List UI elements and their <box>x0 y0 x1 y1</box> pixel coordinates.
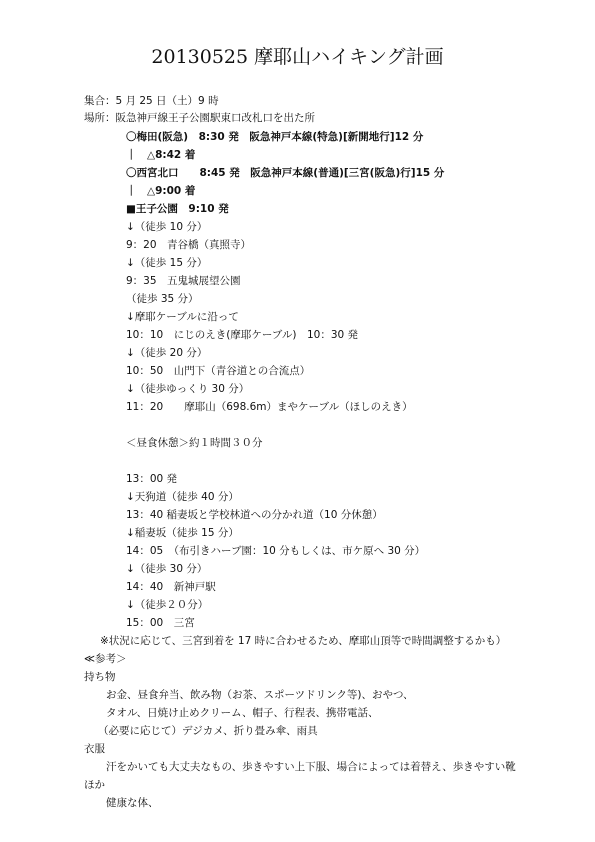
clothing-item: ほか <box>84 779 105 791</box>
route-step: 15：00 三宮 <box>126 617 195 629</box>
route-step: ↓（徒歩２０分） <box>126 599 209 611</box>
belongings-item: お金、昼食弁当、飲み物（お茶、スポーツドリンク等)、おやつ、 <box>106 689 414 701</box>
belongings-item: タオル、日焼け止めクリーム、帽子、行程表、携帯電話、 <box>106 707 379 719</box>
route-step: ↓（徒歩 30 分） <box>126 563 208 575</box>
route-step: 14：05 （布引きハーブ園：10 分もしくは、市ケ原へ 30 分） <box>126 545 426 557</box>
route-step: 〇梅田(阪急) 8:30 発 阪急神戸本線(特急)[新開地行]12 分 <box>126 131 424 143</box>
health-item: 健康な体、 <box>106 797 159 809</box>
meeting-place: 場所：阪急神戸線王子公園駅東口改札口を出た所 <box>84 112 315 124</box>
meeting-time: 集合：5 月 25 日（土）9 時 <box>84 95 219 107</box>
route-step: ↓摩耶ケーブルに沿って <box>126 311 239 323</box>
route-step: ↓（徒歩ゆっくり 30 分） <box>126 383 250 395</box>
route-step: ↓稲妻坂（徒歩 15 分） <box>126 527 239 539</box>
route-step: 〇西宮北口 8:45 発 阪急神戸本線(普通)[三宮(阪急)行]15 分 <box>126 167 445 179</box>
route-step: 9：35 五鬼城展望公園 <box>126 275 241 287</box>
route-step: ｜ △8:42 着 <box>126 149 196 161</box>
route-step: ↓（徒歩 15 分） <box>126 257 208 269</box>
route-step: 11：20 摩耶山（698.6m）まやケーブル（ほしのえき） <box>126 401 413 413</box>
belongings-item: （必要に応じて）デジカメ、折り畳み傘、雨具 <box>98 725 318 737</box>
route-step: 13：40 稲妻坂と学校林道への分かれ道（10 分休憩） <box>126 509 383 521</box>
route-step: 9：20 青谷橋（真照寺） <box>126 239 252 251</box>
time-adjust-note: ※状況に応じて、三宮到着を 17 時に合わせるため、摩耶山頂等で時間調整するかも） <box>100 635 507 647</box>
route-step: ↓（徒歩 20 分） <box>126 347 208 359</box>
route-step: ｜ △9:00 着 <box>126 185 196 197</box>
route-step: （徒歩 35 分） <box>126 293 199 305</box>
route-step: 10：50 山門下（青谷道との合流点） <box>126 365 311 377</box>
route-step: ↓天狗道（徒歩 40 分） <box>126 491 239 503</box>
belongings-heading: 持ち物 <box>84 671 116 683</box>
route-step: ＜昼食休憩＞約１時間３０分 <box>126 437 263 449</box>
clothing-item: 汗をかいても大丈夫なもの、歩きやすい上下服、場合によっては着替え、歩きやすい靴 <box>106 761 516 773</box>
route-step: ■王子公園 9:10 発 <box>126 203 229 215</box>
clothing-heading: 衣服 <box>84 743 105 755</box>
route-step: ↓（徒歩 10 分） <box>126 221 208 233</box>
page-title: 20130525 摩耶山ハイキング計画 <box>151 46 444 68</box>
route-step: 13：00 発 <box>126 473 178 485</box>
route-step: 14：40 新神戸駅 <box>126 581 216 593</box>
reference-heading: ≪参考＞ <box>84 653 127 665</box>
route-step: 10：10 にじのえき(摩耶ケーブル) 10：30 発 <box>126 329 359 341</box>
